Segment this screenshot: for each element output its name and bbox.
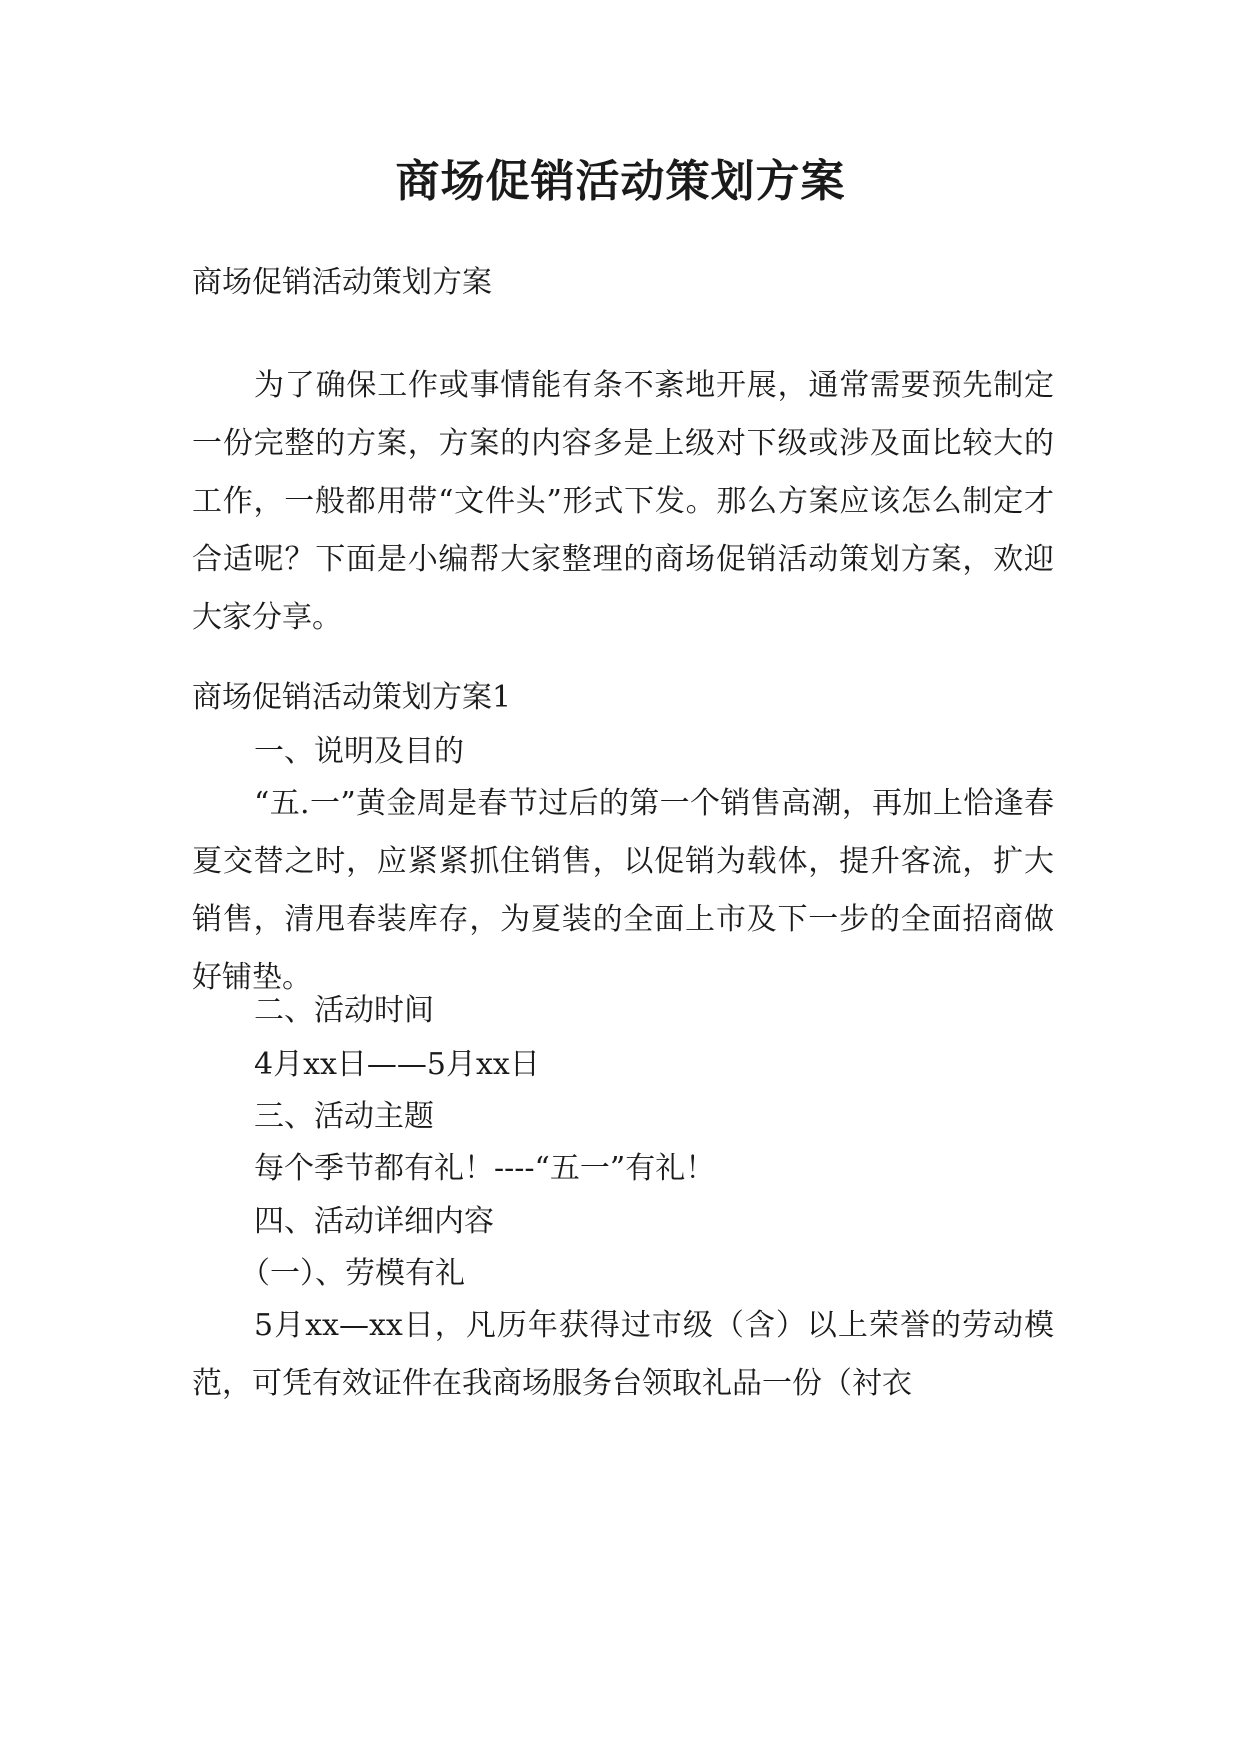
document-subtitle: 商场促销活动策划方案	[192, 265, 492, 300]
heading-theme: 三、活动主题	[254, 1099, 434, 1134]
heading-time: 二、活动时间	[254, 993, 434, 1028]
purpose-paragraph: “五.一”黄金周是春节过后的第一个销售高潮，再加上恰逢春夏交替之时，应紧紧抓住销售，以促销为载体，提升客流，扩大销售，清甩春装库存，为夏装的全面上市及下一步的全面招商做好铺垫。	[192, 786, 1054, 995]
date-range: 4月xx日——5月xx日	[254, 1047, 540, 1082]
subheading-model-worker: （一）、劳模有礼	[240, 1256, 465, 1291]
intro-paragraph: 为了确保工作或事情能有条不紊地开展，通常需要预先制定一份完整的方案，方案的内容多是上级对下级或涉及面比较大的工作，一般都用带“文件头”形式下发。那么方案应该怎么制定才合适呢？下面是小编帮大家整理的商场促销活动策划方案，欢迎大家分享。	[192, 368, 1054, 635]
heading-details: 四、活动详细内容	[254, 1204, 494, 1239]
section-title: 商场促销活动策划方案1	[192, 680, 512, 715]
heading-purpose: 一、说明及目的	[254, 734, 464, 769]
document-title: 商场促销活动策划方案	[395, 156, 846, 207]
model-worker-paragraph: 5月xx—xx日，凡历年获得过市级（含）以上荣誉的劳动模范，可凭有效证件在我商场服务台领取礼品一份（衬衣	[192, 1308, 1054, 1401]
theme-text: 每个季节都有礼！----“五一”有礼！	[254, 1151, 716, 1186]
